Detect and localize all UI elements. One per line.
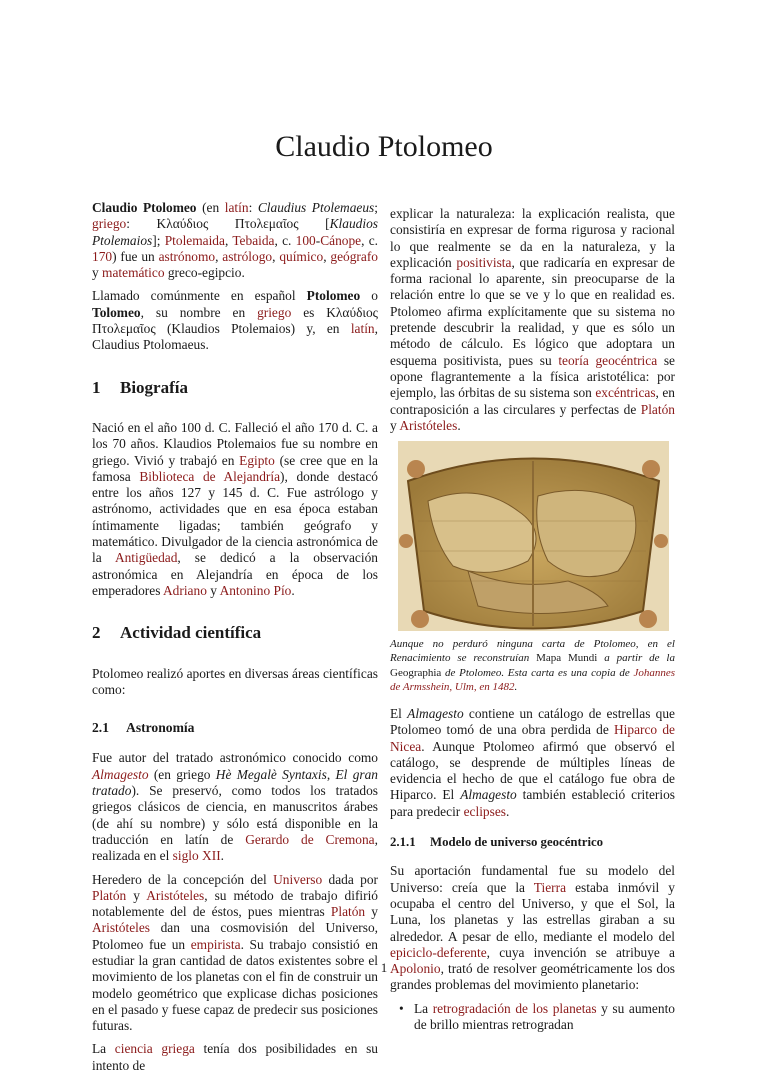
astronomia-paragraph-1: [92, 750, 378, 864]
page-number: 1: [380, 960, 388, 975]
intro-paragraph-1: [92, 200, 378, 281]
text: , cuya invención se atribuye a: [486, 944, 675, 960]
bullet-list: [390, 1001, 675, 1034]
text: , Claudius Ptolomaeus.: [92, 321, 378, 353]
section-title: Astronomía: [126, 720, 195, 736]
text: y: [206, 582, 220, 598]
italic-text: Hè Megalè Syntaxis: [215, 766, 327, 782]
link-tebaida[interactable]: Tebaida: [232, 232, 275, 248]
text: -: [315, 232, 321, 248]
almagesto-paragraph: [390, 706, 675, 820]
text: El: [390, 705, 408, 721]
text: (se cree que en la famosa: [92, 452, 379, 484]
link-quimico[interactable]: químico: [279, 248, 324, 264]
text: .: [220, 848, 225, 864]
text: ;: [374, 200, 378, 215]
text: Aunque no perduró ninguna carta de Ptolomeo, en el Renacimiento se reconstruían: [390, 638, 675, 665]
link-astronomo[interactable]: astrónomo: [158, 248, 216, 264]
link-antonino-pio[interactable]: Antonino Pío: [219, 582, 292, 598]
text: .: [291, 582, 295, 598]
link-170[interactable]: 170: [92, 248, 113, 264]
link-matematico[interactable]: matemático: [102, 265, 165, 281]
text: y: [126, 887, 147, 903]
link-latin[interactable]: latín: [350, 321, 375, 337]
section-heading-biografia: [92, 377, 378, 397]
link-excentricas[interactable]: excéntricas: [595, 385, 656, 401]
text: Llamado comúnmente en español: [92, 288, 307, 304]
text: , realizada en el: [92, 831, 378, 864]
text: Su aportación fundamental fue su modelo del Universo: creía que la: [390, 863, 675, 895]
text: a partir de la: [597, 652, 675, 665]
text: , trató de resolver geométricamente los dos grandes problemas del movimiento planetario:: [390, 961, 675, 993]
link-eclipses[interactable]: eclipses: [463, 803, 506, 819]
text: ,: [326, 766, 336, 782]
link-aristoteles[interactable]: Aristóteles: [399, 417, 458, 433]
text: ). Se preservó, como todos los tratados griegos clásicos de ciencia, en manuscritos árabes (de ahí su nombre) y sólo está disponible en la traducción en latín de: [92, 783, 378, 847]
bold-name: Tolomeo: [92, 304, 141, 320]
text: , c.: [361, 232, 378, 248]
text: greco-egipcio.: [164, 265, 245, 281]
link-apolonio[interactable]: Apolonio: [390, 961, 441, 977]
text: . Aunque Ptolomeo afirmó que observó el catálogo, se desprende de múltiples líneas de evidencia el hecho de que el catálogo fue obra de Hiparco. El: [390, 738, 675, 803]
section-heading-actividad: [92, 625, 378, 641]
link-aristoteles[interactable]: Aristóteles: [146, 887, 205, 903]
section-number: 1: [92, 377, 101, 397]
link-antiguedad[interactable]: Antigüedad: [114, 550, 178, 566]
figure-caption: [390, 637, 675, 694]
link-almagesto[interactable]: Almagesto: [92, 766, 149, 782]
biografia-paragraph: [92, 420, 378, 599]
text: , su nombre en: [140, 304, 258, 320]
text: y su aumento de brillo mientras retrogradan: [414, 1000, 675, 1033]
text: también estableció criterios para predecir: [390, 787, 675, 819]
link-positivista[interactable]: positivista: [456, 254, 512, 270]
section-number: 2.1: [92, 720, 109, 736]
link-siglo-xii[interactable]: siglo XII: [172, 848, 221, 864]
text: y: [365, 904, 379, 920]
text: (en griego: [148, 766, 216, 782]
subsubsection-heading-modelo: [390, 834, 675, 850]
section-title: Modelo de universo geocéntrico: [430, 835, 604, 850]
text: ];: [152, 232, 165, 248]
link-aristoteles[interactable]: Aristóteles: [92, 920, 151, 936]
astronomia-paragraph-2: [92, 872, 378, 1035]
text: .: [514, 680, 518, 693]
link-hiparco-de-nicea[interactable]: Hiparco de Nicea: [390, 722, 675, 754]
text: La: [414, 1000, 433, 1016]
text: La: [92, 1041, 115, 1057]
link-adriano[interactable]: Adriano: [163, 582, 207, 598]
link-universo[interactable]: Universo: [273, 871, 323, 887]
text: Nació en el año 100 d. C. Falleció el año 170 d. C. a los 70 años. Klaudios Ptolemaios fue su nombre en griego. Vivió y trabajó en: [92, 419, 378, 468]
text: .: [457, 417, 461, 433]
link-teoria-geocentrica[interactable]: teoría geocéntrica: [558, 352, 658, 368]
text: y: [92, 265, 103, 281]
text: o: [360, 288, 378, 304]
left-column: [92, 200, 378, 1081]
link-platon[interactable]: Platón: [640, 401, 675, 417]
text: Fue autor del tratado astronómico conocido como: [92, 750, 378, 766]
text: ,: [215, 248, 223, 264]
text: ), donde destacó entre los años 127 y 145 d. C. Fue astrólogo y astrónomo, actividades que en esa época estaban íntimamente ligadas; también geógrafo y matemático. Divulgador de la ciencia astronómica de la: [92, 468, 378, 566]
text: .: [506, 803, 510, 819]
text: contiene un catálogo de estrellas que Ptolomeo tomó de una obra perdida de: [390, 705, 675, 738]
list-item: [414, 1001, 675, 1034]
link-biblioteca[interactable]: Biblioteca de Alejandría: [139, 468, 281, 484]
astronomia-paragraph-3: [92, 1041, 378, 1074]
link-platon[interactable]: Platón: [330, 904, 366, 920]
section-number: 2: [92, 623, 101, 643]
link-ciencia-griega[interactable]: ciencia griega: [114, 1041, 195, 1057]
text: ) fue un: [112, 248, 159, 264]
subject-name: Claudio Ptolomeo: [92, 200, 197, 215]
link-johannes-de-armsshein[interactable]: Johannes de Armsshein, Ulm, en 1482: [390, 666, 675, 693]
text: dada por: [322, 871, 378, 887]
section-title: Actividad científica: [120, 623, 262, 643]
link-latin[interactable]: latín: [224, 200, 249, 215]
actividad-paragraph: Ptolomeo realizó aportes en diversas áreas científicas como:: [92, 665, 378, 697]
italic-text: El gran tratado: [92, 766, 378, 799]
link-tierra[interactable]: Tierra: [533, 879, 567, 895]
text: ,: [224, 232, 233, 248]
latin-name: Claudius Ptolemaeus: [257, 200, 375, 215]
subsection-heading-astronomia: [92, 720, 378, 736]
map-image: [398, 441, 669, 631]
link-epiciclo-deferente[interactable]: epiciclo-deferente: [390, 944, 487, 960]
intro-paragraph-2: [92, 288, 378, 353]
link-retrogradacion[interactable]: retrogradación de los planetas: [432, 1000, 597, 1016]
link-gerardo-de-cremona[interactable]: Gerardo de Cremona: [245, 831, 375, 847]
link-empirista[interactable]: empirista: [190, 936, 241, 952]
text: es Κλαύδιος Πτολεμαῖος (Klaudios Ptolemaios) y, en: [92, 304, 378, 337]
link-100[interactable]: 100: [295, 232, 316, 248]
text: . Su trabajo consistió en estudiar la gran cantidad de datos existentes sobre el movimiento de los planetas con el fin de construir un modelo geométrico que explicase dichas posiciones en el pasado y fuese capaz de predecir sus posiciones futuras.: [92, 936, 378, 1034]
page-title: Claudio Ptolomeo: [275, 130, 493, 164]
text: : Κλαύδιος Πτολεμαῖος [: [126, 216, 330, 232]
text: se opone flagrantemente a la física aristotélica: por ejemplo, las órbitas de su sistema son: [390, 352, 675, 401]
italic-text: Almagesto: [407, 705, 464, 721]
text: ,: [323, 248, 331, 264]
text: explicar la naturaleza: la explicación realista, que consistiría en expresar de forma rigurosa y racional lo que realmente se da en la naturaleza, y la explicación: [390, 206, 675, 270]
text: ,: [272, 248, 280, 264]
right-column: [390, 206, 675, 1033]
text: :: [248, 200, 258, 215]
link-ptolemaida[interactable]: Ptolemaida: [164, 232, 225, 248]
text: Geographia: [390, 666, 442, 679]
italic-text: Almagesto: [460, 787, 517, 803]
text: (en: [196, 200, 225, 215]
link-griego[interactable]: griego: [257, 304, 292, 320]
text: de Ptolomeo. Esta carta es una copia de: [441, 666, 634, 679]
text: , que radicaría en expresar de forma racional lo aparente, sin preocuparse de la relación entre lo que se ve y lo que en realidad es. Ptolomeo afirma explícitamente que su sistema no pretende descubrir la realidad, y que es sólo un método de cálculo. Es lógico que adoptara un esquema positivista, pues su: [390, 254, 675, 368]
text: Mapa Mundi: [536, 652, 598, 665]
link-egipto[interactable]: Egipto: [239, 452, 275, 468]
text: Heredero de la concepción del: [92, 871, 274, 887]
text: dan una cosmovisión del Universo, Ptolomeo fue un: [92, 920, 378, 952]
text: , su método de trabajo difirió notablemente del de éstos, pues mientras: [92, 887, 378, 920]
text: , en contraposición a las circulares y perfectas de: [390, 385, 675, 417]
bold-name: Ptolomeo: [306, 288, 361, 304]
section-title: Biografía: [120, 377, 188, 397]
text: , se dedicó a la observación astronómica en Alejandría en época de los emperadores: [92, 550, 378, 598]
astronomia-paragraph-3-continued: [390, 206, 675, 434]
greek-transliteration: Klaudios Ptolemaios: [92, 216, 378, 248]
text: tenía dos posibilidades en su intento de: [92, 1041, 378, 1073]
link-geografo[interactable]: geógrafo: [330, 248, 378, 264]
section-number: 2.1.1: [390, 835, 416, 850]
text: , c.: [274, 232, 296, 248]
text: estaba inmóvil y ocupaba el centro del Universo, y que el Sol, la Luna, los planetas y las estrellas giraban a su alrededor. A pesar de ello, mediante el modelo del: [390, 879, 676, 944]
link-griego[interactable]: griego: [92, 216, 127, 232]
link-canope[interactable]: Cánope: [320, 232, 362, 248]
link-platon[interactable]: Platón: [92, 887, 127, 903]
text: y: [390, 417, 400, 433]
link-astrologo[interactable]: astrólogo: [222, 248, 273, 264]
